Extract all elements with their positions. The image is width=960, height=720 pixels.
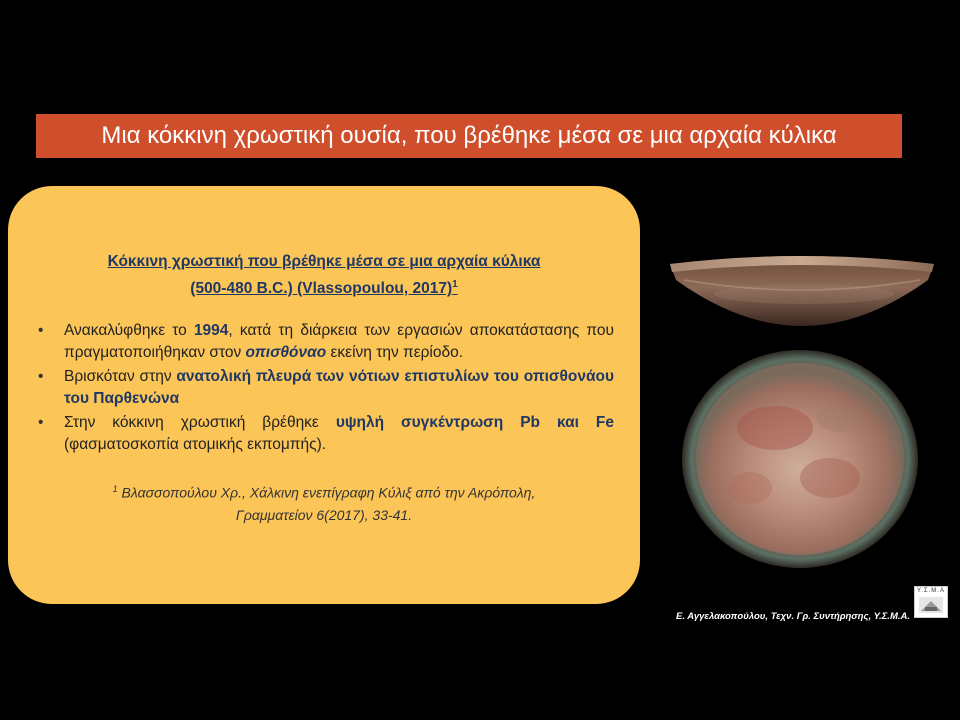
card-heading — [34, 250, 614, 300]
bullet-item — [34, 412, 614, 456]
photo-credit: Ε. Αγγελακοπούλου, Τεχν. Γρ. Συντήρησης, Υ.Σ.Μ.Α. — [676, 611, 910, 622]
slide-title-bar — [36, 114, 902, 158]
bullet-text: (φασματοσκοπία ατομικής εκπομπής). — [64, 436, 327, 454]
bullet-highlight: οπισθόναο — [245, 344, 327, 362]
bullet-text: Ανακαλύφθηκε το — [64, 322, 194, 340]
footnote-number: 1 — [112, 484, 118, 495]
bullet-highlight: ανατολική πλευρά των νότιων επιστυλίων του οπισθονάου του Παρθενώνα — [64, 368, 614, 408]
card-heading-line1: Κόκκινη χρωστική που βρέθηκε μέσα σε μια αρχαία κύλικα — [107, 253, 541, 270]
logo-emblem-icon — [915, 595, 947, 617]
kylix-side-photo — [664, 250, 940, 330]
footnote-line2: Γραμματείον 6(2017), 33-41. — [235, 506, 413, 523]
logo-text: Υ.Σ.Μ.Α — [917, 588, 945, 594]
bullet-text: Βρισκόταν στην — [64, 368, 177, 386]
bullet-text: , κατά τη διάρκεια των εργασιών αποκατάστασης που πραγματοποιήθηκαν στον — [64, 322, 614, 362]
content-card — [8, 186, 640, 604]
bullet-text: εκείνη την περίοδο. — [326, 344, 464, 362]
card-heading-line2 — [34, 273, 614, 300]
footnote-text: Βλασσοπούλου Χρ., Χάλκινη ενεπίγραφη Κύλιξ από την Ακρόπολη, — [117, 484, 536, 501]
kylix-interior-photo — [680, 348, 920, 570]
bullet-text: Στην κόκκινη χρωστική βρέθηκε — [64, 414, 336, 432]
bullet-highlight: 1994 — [193, 322, 229, 340]
slide-title: Μια κόκκινη χρωστική ουσία, που βρέθηκε μέσα σε μια αρχαία κύλικα — [101, 122, 837, 149]
bullet-highlight: υψηλή συγκέντρωση Pb και Fe — [335, 414, 615, 432]
footnote-line1 — [34, 478, 614, 504]
card-heading-footnote-ref: 1 — [452, 279, 458, 290]
bullet-item — [34, 366, 614, 410]
bullet-list — [34, 320, 614, 456]
bullet-item — [34, 320, 614, 364]
ysma-logo — [914, 586, 948, 618]
footnote — [34, 478, 614, 526]
card-heading-line2-text: (500-480 B.C.) (Vlassopoulou, 2017) — [190, 280, 453, 298]
